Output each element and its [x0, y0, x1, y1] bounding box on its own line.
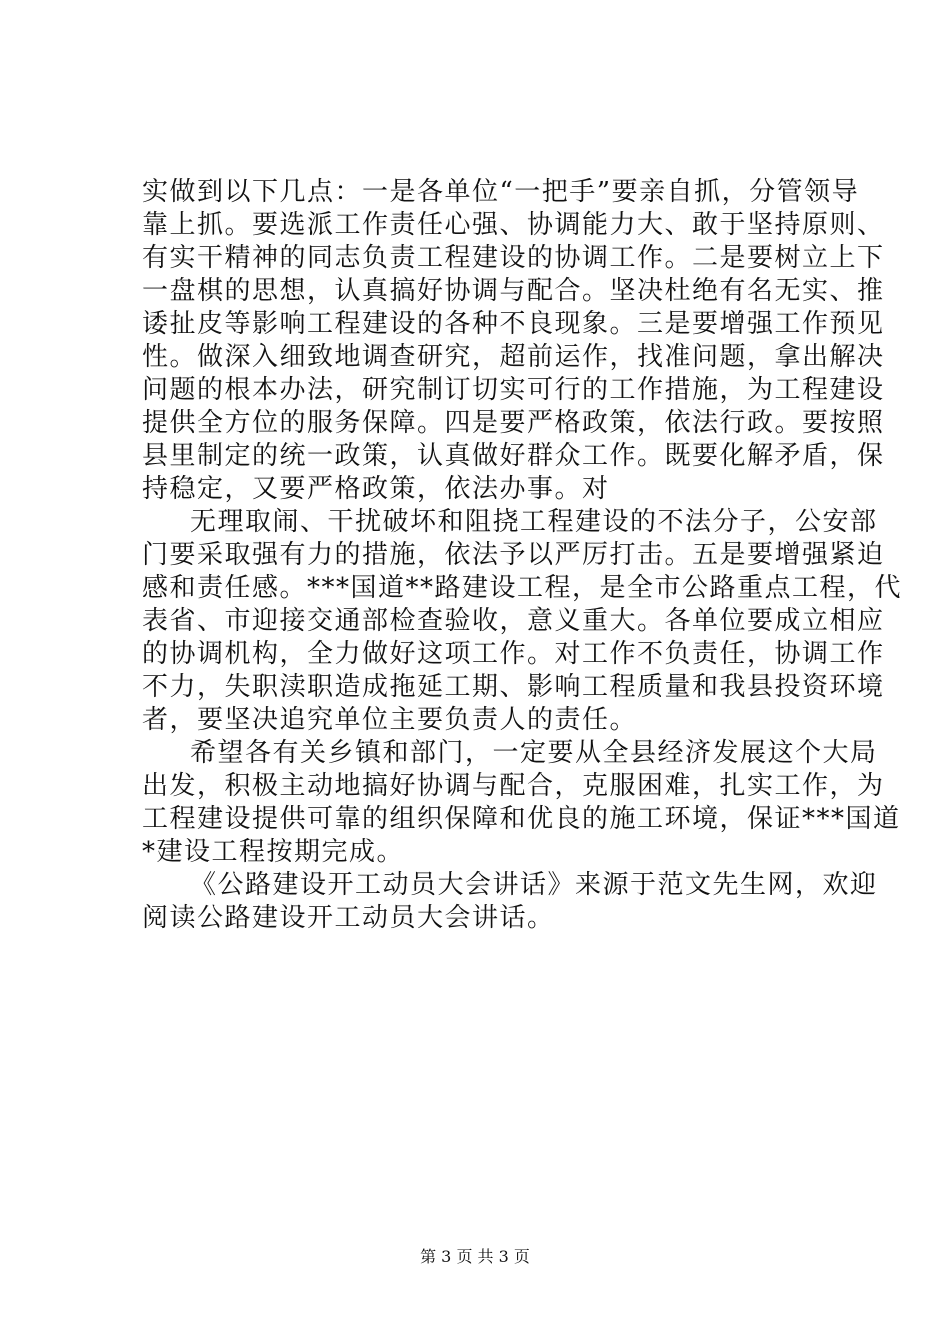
text-line: 阅读公路建设开工动员大会讲话。: [142, 903, 555, 933]
text-line: 希望各有关乡镇和部门，一定要从全县经济发展这个大局: [190, 738, 878, 768]
text-line: 无理取闹、干扰破坏和阻挠工程建设的不法分子，公安部: [190, 507, 878, 537]
text-line: 性。做深入细致地调查研究，超前运作，找准问题，拿出解决: [142, 342, 885, 372]
paragraph-3: [142, 737, 901, 869]
text-line: 门要采取强有力的措施，依法予以严厉打击。五是要增强紧迫: [142, 540, 885, 570]
text-line: 者，要坚决追究单位主要负责人的责任。: [142, 705, 638, 735]
text-line: 持稳定，又要严格政策，依法办事。对: [142, 474, 610, 504]
text-line: 县里制定的统一政策，认真做好群众工作。既要化解矛盾，保: [142, 441, 885, 471]
page-footer: [0, 1247, 950, 1267]
paragraph-1: [142, 176, 885, 506]
text-line: 问题的根本办法，研究制订切实可行的工作措施，为工程建设: [142, 375, 885, 405]
text-line: 感和责任感。***国道**路建设工程，是全市公路重点工程，代: [142, 573, 903, 603]
text-line: 的协调机构，全力做好这项工作。对工作不负责任，协调工作: [142, 639, 885, 669]
text-line: 工程建设提供可靠的组织保障和优良的施工环境，保证***国道: [142, 804, 901, 834]
text-line: 靠上抓。要选派工作责任心强、协调能力大、敢于坚持原则、: [142, 210, 885, 240]
text-line: 不力，失职渎职造成拖延工期、影响工程质量和我县投资环境: [142, 672, 885, 702]
body-text: [142, 176, 903, 935]
paragraph-4: [142, 869, 878, 935]
text-line: 一盘棋的思想，认真搞好协调与配合。坚决杜绝有名无实、推: [142, 276, 885, 306]
text-line: 提供全方位的服务保障。四是要严格政策，依法行政。要按照: [142, 408, 885, 438]
text-line: 出发，积极主动地搞好协调与配合，克服困难，扎实工作，为: [142, 771, 885, 801]
paragraph-2: [142, 506, 903, 737]
text-line: 有实干精神的同志负责工程建设的协调工作。二是要树立上下: [142, 243, 885, 273]
text-line: *建设工程按期完成。: [142, 837, 405, 867]
page-number-label: 第 3 页 共 3 页: [420, 1247, 530, 1266]
text-line: 实做到以下几点：一是各单位“一把手”要亲自抓，分管领导: [142, 177, 860, 207]
text-line: 诿扯皮等影响工程建设的各种不良现象。三是要增强工作预见: [142, 309, 885, 339]
text-line: 《公路建设开工动员大会讲话》来源于范文先生网，欢迎: [190, 870, 878, 900]
text-line: 表省、市迎接交通部检查验收，意义重大。各单位要成立相应: [142, 606, 885, 636]
